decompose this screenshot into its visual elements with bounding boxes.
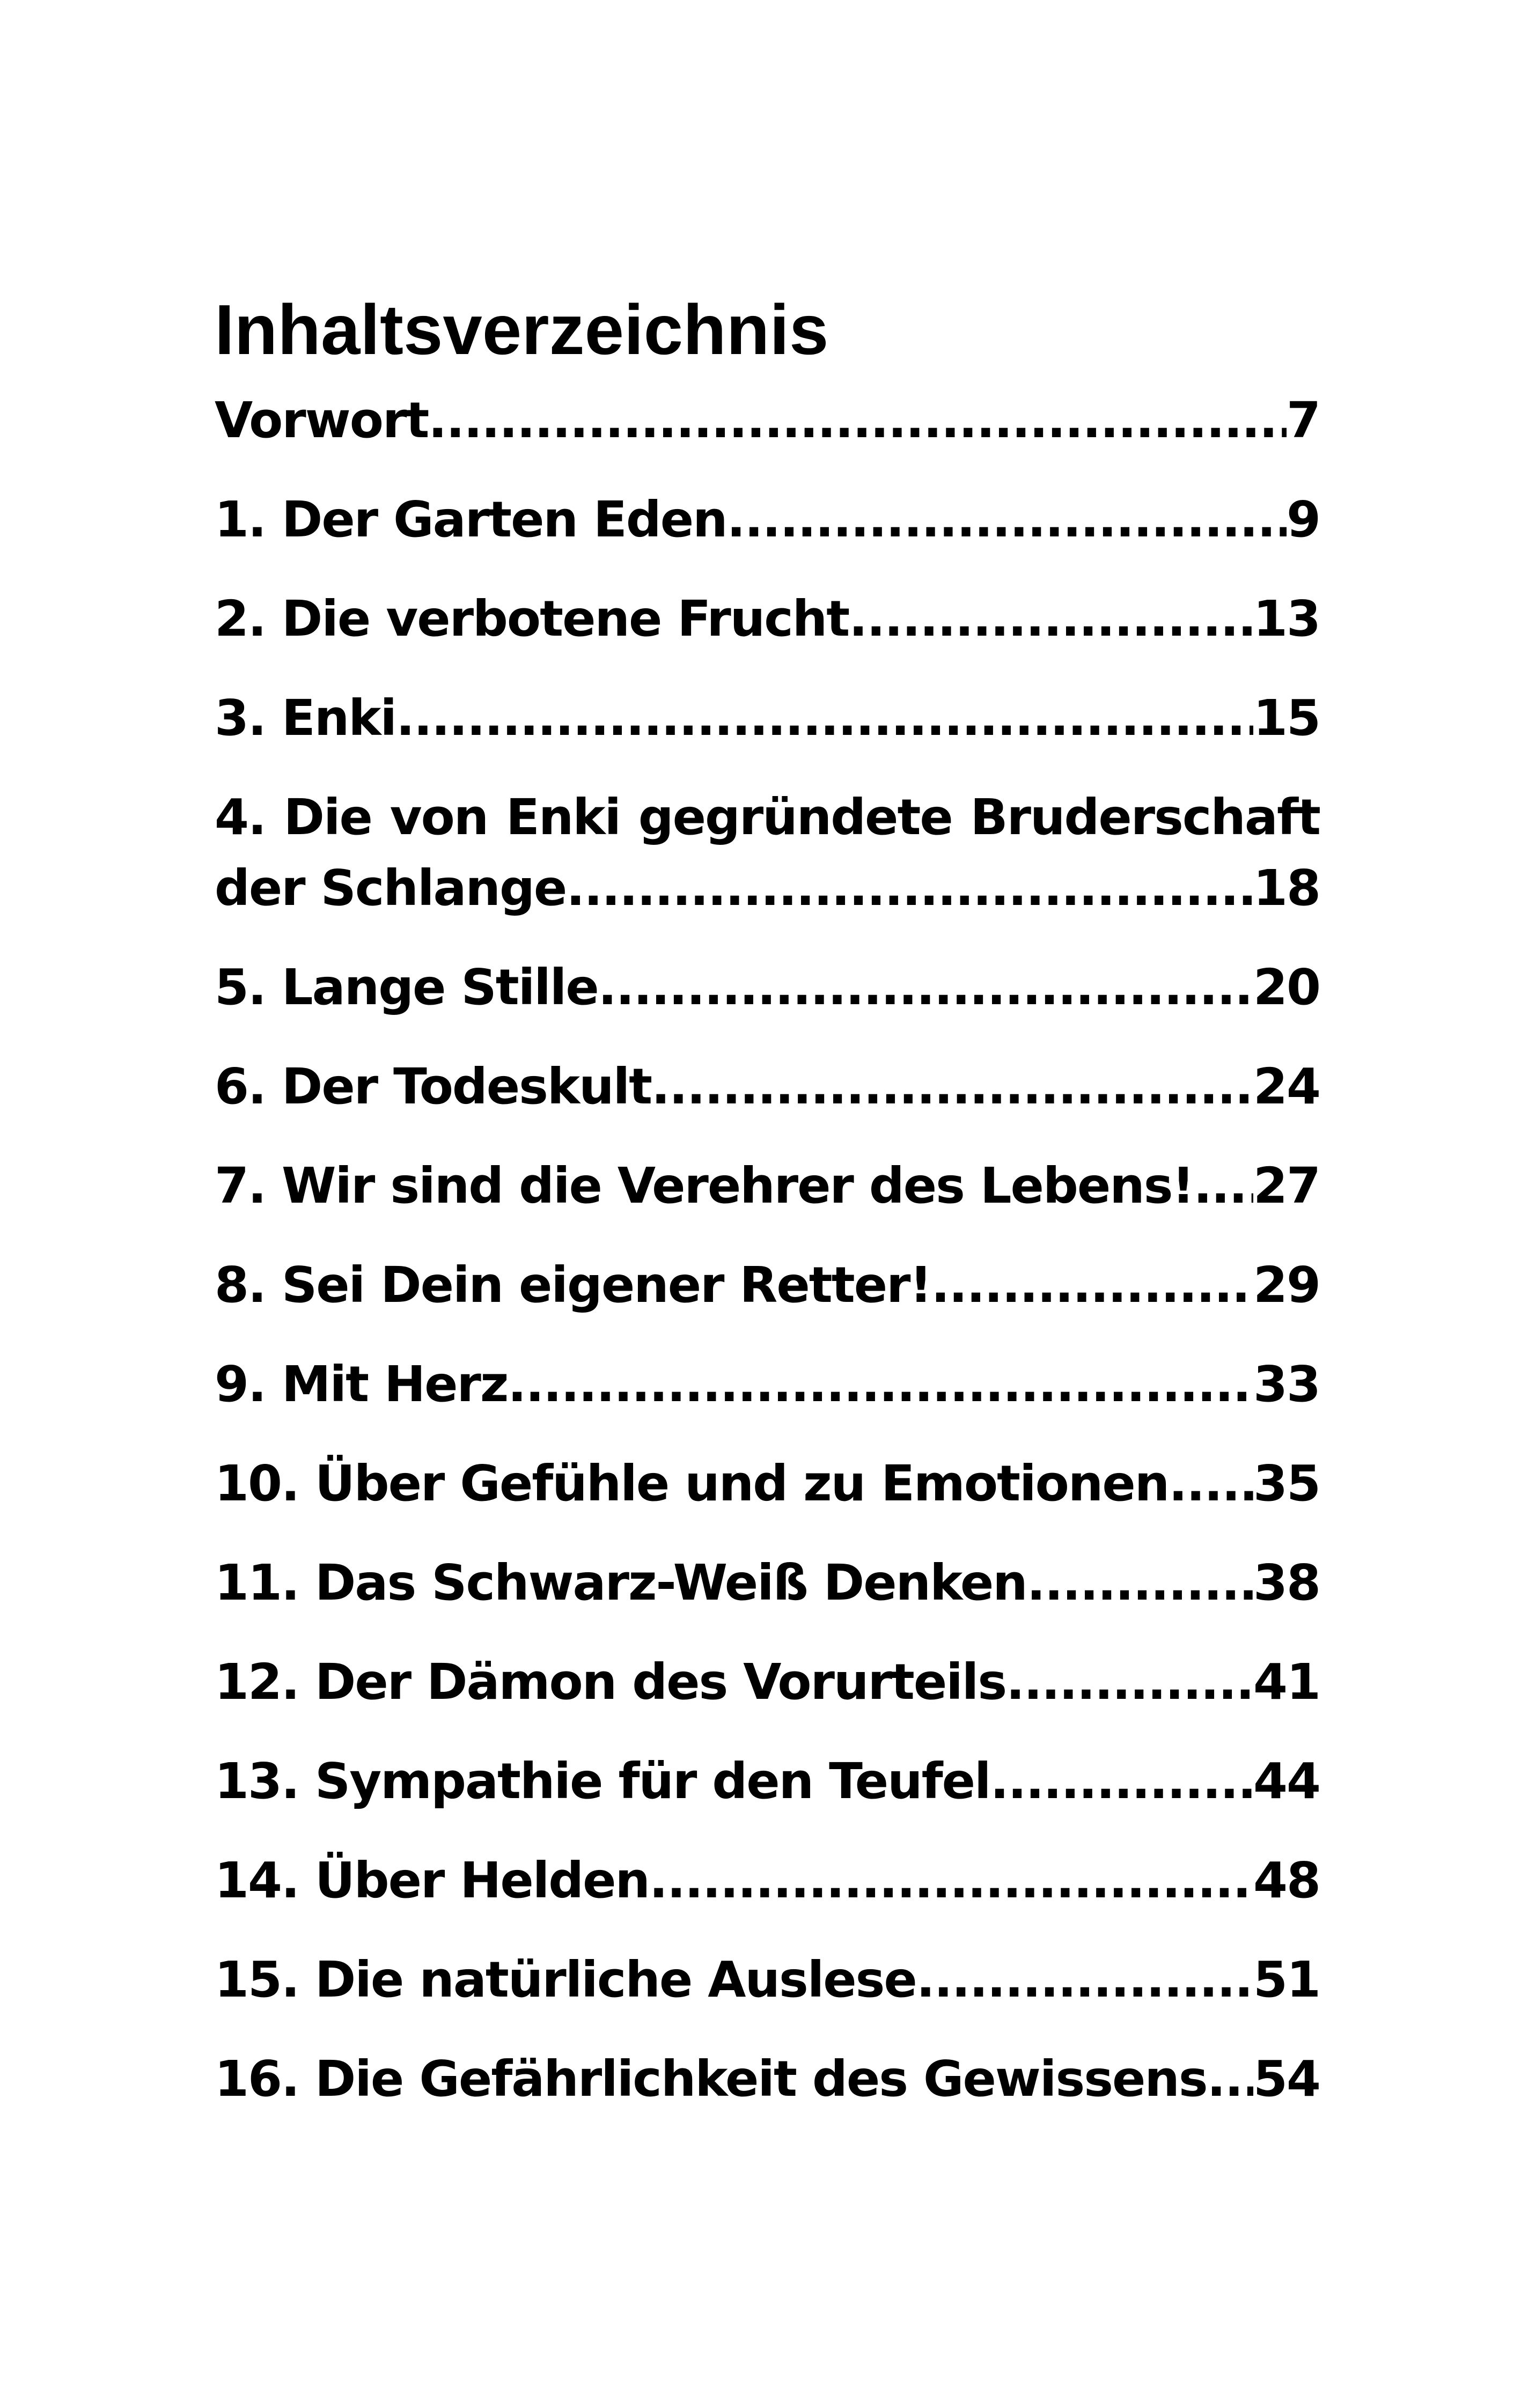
toc-entry-chapter-5[interactable]	[215, 952, 1320, 1023]
toc-entry-page-number: 51	[1253, 1951, 1320, 2008]
toc-entry-page-number: 29	[1253, 1256, 1320, 1314]
toc-entry-label: 10. Über Gefühle und zu Emotionen	[215, 1455, 1169, 1512]
toc-entry-page-number: 7	[1286, 392, 1320, 449]
toc-entry-chapter-8[interactable]	[215, 1250, 1320, 1321]
toc-entry-label: 1. Der Garten Eden	[215, 491, 727, 548]
toc-dot-leader	[1207, 2044, 1253, 2115]
toc-entry-label: 14. Über Helden	[215, 1852, 650, 1909]
toc-entry-chapter-1[interactable]	[215, 484, 1320, 555]
toc-dot-leader	[727, 484, 1287, 555]
toc-dot-leader	[651, 1051, 1253, 1122]
toc-entry-chapter-16[interactable]	[215, 2044, 1320, 2115]
toc-entry-page-number: 9	[1286, 491, 1320, 548]
toc-entry-page-number: 41	[1253, 1653, 1320, 1711]
toc-entry-label: 8. Sei Dein eigener Retter!	[215, 1256, 931, 1314]
toc-entry-label-line-1: 4. Die von Enki gegründete Bruderschaft	[215, 789, 1320, 846]
toc-entry-label: 3. Enki	[215, 689, 396, 747]
toc-entry-page-number: 35	[1253, 1455, 1320, 1512]
toc-entry-chapter-7[interactable]	[215, 1151, 1320, 1221]
toc-entry-chapter-14[interactable]	[215, 1845, 1320, 1916]
toc-entry-label: Vorwort	[215, 392, 429, 449]
toc-entry-page-number: 15	[1253, 689, 1320, 747]
toc-entry-chapter-3[interactable]	[215, 683, 1320, 754]
toc-entry-page-number: 48	[1253, 1852, 1320, 1909]
toc-entry-page-number: 18	[1253, 859, 1320, 917]
toc-dot-leader	[849, 584, 1253, 654]
toc-entry-foreword[interactable]	[215, 385, 1320, 456]
toc-dot-leader	[649, 1845, 1253, 1916]
toc-entry-page-number: 24	[1253, 1058, 1320, 1115]
toc-dot-leader	[566, 853, 1253, 924]
toc-entry-chapter-6[interactable]	[215, 1051, 1320, 1122]
toc-entry-label: der Schlange	[215, 859, 567, 917]
toc-dot-leader	[508, 1349, 1253, 1420]
toc-entry-label: 2. Die verbotene Frucht	[215, 590, 849, 647]
toc-entry-chapter-15[interactable]	[215, 1945, 1320, 2015]
toc-dot-leader	[916, 1945, 1253, 2015]
toc-entry-page-number: 13	[1253, 590, 1320, 647]
toc-entry-label: 11. Das Schwarz-Weiß Denken	[215, 1554, 1027, 1611]
toc-entry-chapter-4[interactable]	[215, 782, 1320, 924]
toc-entry-chapter-13[interactable]	[215, 1746, 1320, 1817]
toc-entry-label: 12. Der Dämon des Vorurteils	[215, 1653, 1006, 1711]
toc-entry-chapter-12[interactable]	[215, 1647, 1320, 1718]
toc-entry-page-number: 54	[1253, 2050, 1320, 2108]
toc-dot-leader	[598, 952, 1253, 1023]
toc-entry-chapter-11[interactable]	[215, 1548, 1320, 1618]
toc-entry-page-number: 27	[1253, 1157, 1320, 1214]
toc-entry-page-number: 33	[1253, 1356, 1320, 1413]
toc-entry-page-number: 20	[1253, 959, 1320, 1016]
toc-entry-list	[215, 385, 1320, 2115]
toc-dot-leader	[1193, 1151, 1253, 1221]
toc-entry-label: 9. Mit Herz	[215, 1356, 508, 1413]
toc-entry-chapter-9[interactable]	[215, 1349, 1320, 1420]
toc-dot-leader	[990, 1746, 1253, 1817]
toc-entry-label: 6. Der Todeskult	[215, 1058, 652, 1115]
table-of-contents	[215, 284, 1320, 2143]
toc-dot-leader	[1169, 1448, 1253, 1519]
toc-entry-chapter-10[interactable]	[215, 1448, 1320, 1519]
toc-entry-label: 7. Wir sind die Verehrer des Lebens!	[215, 1157, 1194, 1214]
toc-entry-page-number: 38	[1253, 1554, 1320, 1611]
toc-entry-label: 16. Die Gefährlichkeit des Gewissens	[215, 2050, 1207, 2108]
toc-dot-leader	[931, 1250, 1253, 1321]
toc-dot-leader	[1006, 1647, 1253, 1718]
toc-dot-leader	[428, 385, 1287, 456]
toc-entry-label: 15. Die natürliche Auslese	[215, 1951, 916, 2008]
toc-heading: Inhaltsverzeichnis	[215, 290, 829, 369]
toc-dot-leader	[396, 683, 1253, 754]
toc-entry-page-number: 44	[1253, 1752, 1320, 1810]
toc-dot-leader	[1027, 1548, 1253, 1618]
toc-entry-chapter-2[interactable]	[215, 584, 1320, 654]
toc-entry-label: 13. Sympathie für den Teufel	[215, 1752, 990, 1810]
toc-entry-label: 5. Lange Stille	[215, 959, 598, 1016]
